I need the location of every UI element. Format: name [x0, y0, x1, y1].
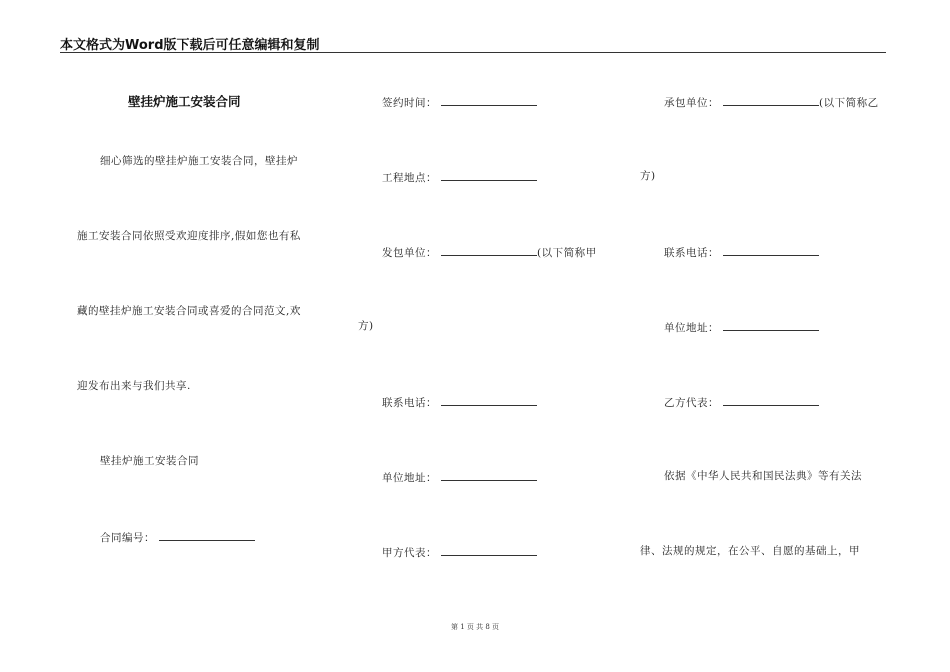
intro-line-2: 施工安装合同依照受欢迎度排序,假如您也有私 — [77, 230, 301, 242]
party-b-phone-row — [664, 244, 819, 260]
contractor-label: 承包单位： — [664, 97, 719, 109]
employer-suffix-cont: 方) — [358, 320, 374, 332]
party-a-address-blank — [441, 469, 537, 481]
contractor-suffix: (以下简称乙 — [819, 97, 879, 109]
intro-line-1: 细心筛选的壁挂炉施工安装合同，壁挂炉 — [100, 155, 298, 167]
page-number: 第 1 页 共 8 页 — [450, 623, 500, 631]
section-heading: 壁挂炉施工安装合同 — [100, 455, 199, 467]
contract-number-row — [100, 529, 255, 545]
contractor-row — [664, 94, 879, 110]
site-blank — [441, 169, 537, 181]
party-a-address-row — [382, 469, 537, 485]
law-line-1: 依据《中华人民共和国民法典》等有关法 — [664, 470, 862, 482]
sign-time-blank — [441, 94, 537, 106]
contractor-blank — [723, 94, 819, 106]
site-row — [382, 169, 537, 185]
intro-line-4: 迎发布出来与我们共享. — [77, 380, 191, 392]
party-a-phone-blank — [441, 394, 537, 406]
employer-blank — [441, 244, 537, 256]
party-b-rep-blank — [723, 394, 819, 406]
header-rule — [60, 52, 886, 53]
employer-suffix: (以下简称甲 — [537, 247, 597, 259]
contract-title: 壁挂炉施工安装合同 — [128, 94, 241, 109]
party-b-address-row — [664, 319, 819, 335]
site-label: 工程地点： — [382, 172, 437, 184]
employer-row — [382, 244, 597, 260]
sign-time-row — [382, 94, 537, 110]
intro-line-3: 藏的壁挂炉施工安装合同或喜爱的合同范文,欢 — [77, 305, 301, 317]
party-b-phone-label: 联系电话： — [664, 247, 719, 259]
employer-label: 发包单位： — [382, 247, 437, 259]
party-b-phone-blank — [723, 244, 819, 256]
party-a-rep-label: 甲方代表： — [382, 547, 437, 559]
party-b-rep-label: 乙方代表： — [664, 397, 719, 409]
law-line-2: 律、法规的规定，在公平、自愿的基础上，甲 — [640, 545, 860, 557]
party-a-rep-row — [382, 544, 537, 560]
party-a-phone-label: 联系电话： — [382, 397, 437, 409]
document-header: 本文格式为Word版下载后可任意编辑和复制 — [60, 38, 320, 53]
party-a-address-label: 单位地址： — [382, 472, 437, 484]
party-b-address-label: 单位地址： — [664, 322, 719, 334]
contractor-suffix-cont: 方) — [640, 170, 656, 182]
party-b-rep-row — [664, 394, 819, 410]
sign-time-label: 签约时间： — [382, 97, 437, 109]
party-b-address-blank — [723, 319, 819, 331]
contract-number-label: 合同编号： — [100, 532, 155, 544]
contract-number-blank — [159, 529, 255, 541]
party-a-rep-blank — [441, 544, 537, 556]
party-a-phone-row — [382, 394, 537, 410]
